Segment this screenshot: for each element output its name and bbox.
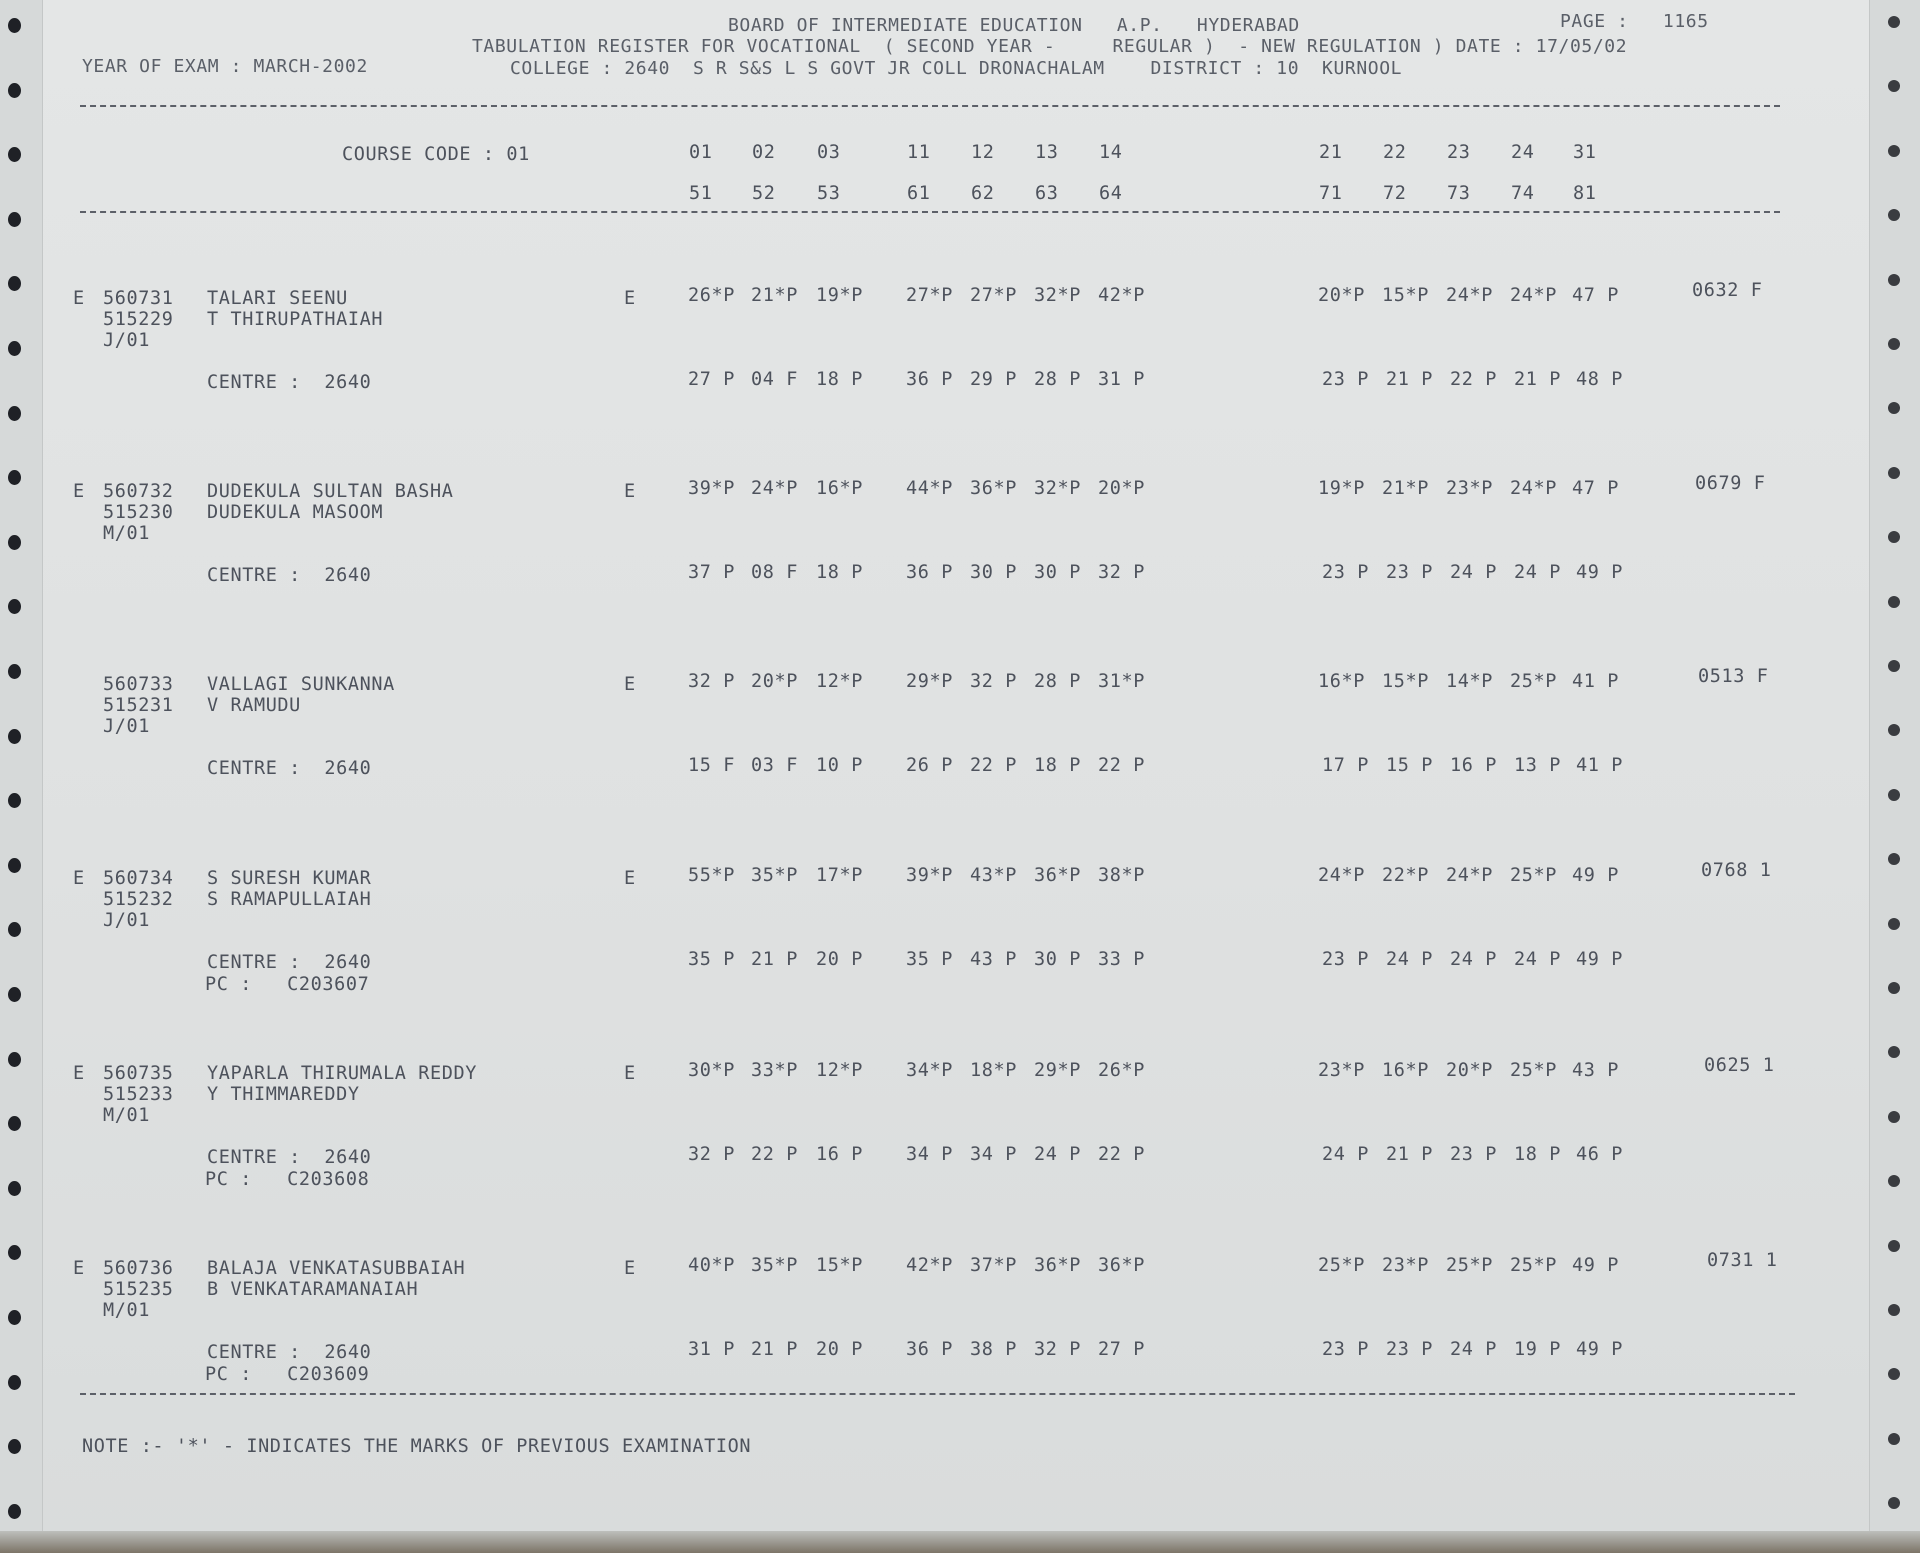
column-code: 72 [1383,183,1407,204]
father-name: S RAMAPULLAIAH [207,889,372,910]
mark-cell: 13 P [1514,755,1561,776]
tractor-hole [8,212,21,227]
medium: E [624,1258,636,1279]
column-code: 52 [752,183,776,204]
centre-label: CENTRE : 2640 [207,758,372,779]
roll-number: 560732 [103,481,174,502]
tractor-hole [8,341,21,356]
mark-cell: 03 F [751,755,798,776]
tractor-hole [1888,1240,1900,1252]
tractor-hole [8,276,21,291]
mark-cell: 27*P [906,285,953,306]
total-result: 0513 F [1698,666,1769,687]
header-rule-top [80,105,1780,107]
mark-cell: 31*P [1098,671,1145,692]
mark-cell: 38 P [970,1339,1017,1360]
mark-cell: 42*P [906,1255,953,1276]
mark-cell: 24*P [1510,285,1557,306]
mark-cell: 32*P [1034,478,1081,499]
roll-number: 560734 [103,868,174,889]
mark-cell: 27*P [970,285,1017,306]
tractor-hole [8,18,21,33]
tractor-hole [8,1245,21,1260]
mark-cell: 20 P [816,1339,863,1360]
mark-cell: 32 P [688,1144,735,1165]
mark-cell: 33 P [1098,949,1145,970]
mark-cell: 49 P [1572,1255,1619,1276]
mark-cell: 19*P [816,285,863,306]
medium: E [624,868,636,889]
note-text: NOTE :- '*' - INDICATES THE MARKS OF PREVIOUS EXAMINATION [82,1436,752,1457]
mark-cell: 15 P [1386,755,1433,776]
column-code: 74 [1511,183,1535,204]
student-name: YAPARLA THIRUMALA REDDY [207,1063,477,1084]
student-name: VALLAGI SUNKANNA [207,674,395,695]
record-flag: E [73,1063,85,1084]
group-code: J/01 [103,330,150,351]
centre-label: CENTRE : 2640 [207,1147,372,1168]
mark-cell: 24*P [751,478,798,499]
mark-cell: 31 P [688,1339,735,1360]
mark-cell: 18 P [1514,1144,1561,1165]
mark-cell: 30 P [1034,562,1081,583]
mark-cell: 34 P [970,1144,1017,1165]
record-flag: E [73,288,85,309]
mark-cell: 27 P [1098,1339,1145,1360]
register-number: 515235 [103,1279,174,1300]
column-code: 12 [971,142,995,163]
mark-cell: 22 P [1098,1144,1145,1165]
mark-cell: 28 P [1034,369,1081,390]
mark-cell: 16*P [816,478,863,499]
tractor-hole [1888,1304,1900,1316]
mark-cell: 24 P [1450,1339,1497,1360]
mark-cell: 26*P [1098,1060,1145,1081]
mark-cell: 18 P [816,562,863,583]
total-result: 0768 1 [1701,860,1772,881]
roll-number: 560736 [103,1258,174,1279]
tractor-hole [1888,982,1900,994]
mark-cell: 32*P [1034,285,1081,306]
mark-cell: 24*P [1510,478,1557,499]
mark-cell: 23*P [1318,1060,1365,1081]
tractor-hole [8,535,21,550]
column-code: 62 [971,183,995,204]
centre-label: CENTRE : 2640 [207,1342,372,1363]
tractor-hole [1888,338,1900,350]
mark-cell: 48 P [1576,369,1623,390]
mark-cell: 39*P [688,478,735,499]
father-name: DUDEKULA MASOOM [207,502,384,523]
tractor-hole [8,147,21,162]
student-name: S SURESH KUMAR [207,868,372,889]
father-name: B VENKATARAMANAIAH [207,1279,419,1300]
mark-cell: 24 P [1450,949,1497,970]
mark-cell: 36*P [970,478,1017,499]
tractor-hole [1888,853,1900,865]
roll-number: 560735 [103,1063,174,1084]
mark-cell: 46 P [1576,1144,1623,1165]
mark-cell: 49 P [1576,1339,1623,1360]
year-of-exam: YEAR OF EXAM : MARCH-2002 [82,56,368,77]
group-code: M/01 [103,1300,150,1321]
medium: E [624,481,636,502]
register-number: 515231 [103,695,174,716]
mark-cell: 49 P [1576,562,1623,583]
header-rule-bottom [80,211,1780,213]
tractor-hole [1888,724,1900,736]
tractor-hole [1888,16,1900,28]
mark-cell: 43 P [1572,1060,1619,1081]
mark-cell: 32 P [1034,1339,1081,1360]
mark-cell: 24*P [1446,285,1493,306]
footer-rule [80,1393,1795,1395]
tractor-hole [1888,1111,1900,1123]
mark-cell: 26*P [688,285,735,306]
mark-cell: 49 P [1576,949,1623,970]
column-code: 64 [1099,183,1123,204]
board-title: BOARD OF INTERMEDIATE EDUCATION A.P. HYDERABAD [728,15,1300,36]
mark-cell: 20*P [1098,478,1145,499]
student-name: TALARI SEENU [207,288,348,309]
mark-cell: 21 P [1386,1144,1433,1165]
mark-cell: 36*P [1034,865,1081,886]
page-number: PAGE : 1165 [1560,11,1709,32]
college-line: COLLEGE : 2640 S R S&S L S GOVT JR COLL DRONACHALAM DISTRICT : 10 KURNOOL [510,58,1403,79]
mark-cell: 16*P [1318,671,1365,692]
group-code: M/01 [103,1105,150,1126]
pc-number: PC : C203607 [205,974,370,995]
mark-cell: 19*P [1318,478,1365,499]
mark-cell: 25*P [1446,1255,1493,1276]
mark-cell: 23 P [1322,369,1369,390]
tractor-hole [1888,145,1900,157]
mark-cell: 23 P [1322,562,1369,583]
tractor-hole [8,470,21,485]
mark-cell: 30 P [1034,949,1081,970]
column-code: 01 [689,142,713,163]
tractor-hole [8,858,21,873]
mark-cell: 38*P [1098,865,1145,886]
tractor-hole [8,83,21,98]
mark-cell: 36 P [906,369,953,390]
tractor-hole [1888,274,1900,286]
father-name: T THIRUPATHAIAH [207,309,384,330]
mark-cell: 34*P [906,1060,953,1081]
tractor-hole [8,987,21,1002]
tractor-hole [8,1310,21,1325]
mark-cell: 17 P [1322,755,1369,776]
mark-cell: 23 P [1450,1144,1497,1165]
column-code: 22 [1383,142,1407,163]
course-code: COURSE CODE : 01 [342,144,530,165]
mark-cell: 25*P [1318,1255,1365,1276]
student-name: DUDEKULA SULTAN BASHA [207,481,454,502]
mark-cell: 19 P [1514,1339,1561,1360]
record-flag: E [73,868,85,889]
mark-cell: 23*P [1382,1255,1429,1276]
tractor-hole [8,1181,21,1196]
tractor-hole [1888,596,1900,608]
mark-cell: 22*P [1382,865,1429,886]
father-name: Y THIMMAREDDY [207,1084,360,1105]
mark-cell: 47 P [1572,478,1619,499]
student-name: BALAJA VENKATASUBBAIAH [207,1258,466,1279]
mark-cell: 18 P [816,369,863,390]
tractor-hole [8,599,21,614]
mark-cell: 42*P [1098,285,1145,306]
mark-cell: 35*P [751,865,798,886]
mark-cell: 24 P [1386,949,1433,970]
mark-cell: 21 P [751,1339,798,1360]
mark-cell: 26 P [906,755,953,776]
column-code: 24 [1511,142,1535,163]
tractor-hole [1888,1046,1900,1058]
column-code: 51 [689,183,713,204]
mark-cell: 04 F [751,369,798,390]
roll-number: 560731 [103,288,174,309]
tractor-hole [1888,402,1900,414]
mark-cell: 30 P [970,562,1017,583]
mark-cell: 55*P [688,865,735,886]
mark-cell: 32 P [688,671,735,692]
mark-cell: 33*P [751,1060,798,1081]
column-code: 13 [1035,142,1059,163]
roll-number: 560733 [103,674,174,695]
tractor-hole [8,793,21,808]
tractor-hole [1888,918,1900,930]
mark-cell: 24*P [1446,865,1493,886]
mark-cell: 21*P [1382,478,1429,499]
mark-cell: 25*P [1510,1255,1557,1276]
column-code: 53 [817,183,841,204]
mark-cell: 21*P [751,285,798,306]
register-title: TABULATION REGISTER FOR VOCATIONAL ( SECOND YEAR - REGULAR ) - NEW REGULATION ) DATE : 17/05/02 [472,36,1628,57]
mark-cell: 32 P [1098,562,1145,583]
mark-cell: 34 P [906,1144,953,1165]
mark-cell: 25*P [1510,1060,1557,1081]
column-code: 21 [1319,142,1343,163]
group-code: J/01 [103,910,150,931]
tractor-hole [1888,1433,1900,1445]
mark-cell: 37*P [970,1255,1017,1276]
column-code: 81 [1573,183,1597,204]
tractor-hole [1888,660,1900,672]
mark-cell: 35*P [751,1255,798,1276]
mark-cell: 24 P [1322,1144,1369,1165]
mark-cell: 44*P [906,478,953,499]
mark-cell: 29*P [1034,1060,1081,1081]
tractor-hole [8,406,21,421]
mark-cell: 22 P [970,755,1017,776]
total-result: 0632 F [1692,280,1763,301]
mark-cell: 21 P [1386,369,1433,390]
tractor-hole [8,1116,21,1131]
mark-cell: 39*P [906,865,953,886]
column-code: 14 [1099,142,1123,163]
register-number: 515233 [103,1084,174,1105]
mark-cell: 27 P [688,369,735,390]
mark-cell: 15*P [1382,671,1429,692]
total-result: 0731 1 [1707,1250,1778,1271]
mark-cell: 22 P [751,1144,798,1165]
mark-cell: 29*P [906,671,953,692]
tractor-hole [1888,1497,1900,1509]
mark-cell: 24 P [1514,949,1561,970]
mark-cell: 49 P [1572,865,1619,886]
mark-cell: 36*P [1098,1255,1145,1276]
father-name: V RAMUDU [207,695,301,716]
mark-cell: 32 P [970,671,1017,692]
mark-cell: 47 P [1572,285,1619,306]
register-number: 515232 [103,889,174,910]
mark-cell: 12*P [816,671,863,692]
mark-cell: 12*P [816,1060,863,1081]
register-number: 515229 [103,309,174,330]
mark-cell: 10 P [816,755,863,776]
centre-label: CENTRE : 2640 [207,372,372,393]
mark-cell: 18*P [970,1060,1017,1081]
medium: E [624,674,636,695]
tractor-hole [1888,1368,1900,1380]
tractor-hole [1888,1175,1900,1187]
mark-cell: 22 P [1098,755,1145,776]
centre-label: CENTRE : 2640 [207,565,372,586]
column-code: 63 [1035,183,1059,204]
mark-cell: 35 P [688,949,735,970]
mark-cell: 23 P [1322,949,1369,970]
column-code: 61 [907,183,931,204]
column-code: 31 [1573,142,1597,163]
record-flag: E [73,481,85,502]
right-tractor-strip [1869,0,1920,1553]
mark-cell: 29 P [970,369,1017,390]
mark-cell: 20*P [751,671,798,692]
centre-label: CENTRE : 2640 [207,952,372,973]
mark-cell: 15*P [1382,285,1429,306]
medium: E [624,1063,636,1084]
mark-cell: 24 P [1450,562,1497,583]
medium: E [624,288,636,309]
mark-cell: 21 P [1514,369,1561,390]
pc-number: PC : C203608 [205,1169,370,1190]
column-code: 73 [1447,183,1471,204]
mark-cell: 41 P [1576,755,1623,776]
total-result: 0625 1 [1704,1055,1775,1076]
mark-cell: 22 P [1450,369,1497,390]
mark-cell: 24 P [1034,1144,1081,1165]
tractor-hole [8,729,21,744]
mark-cell: 36 P [906,1339,953,1360]
mark-cell: 17*P [816,865,863,886]
mark-cell: 43 P [970,949,1017,970]
mark-cell: 16 P [1450,755,1497,776]
left-tractor-strip [0,0,43,1553]
tractor-hole [1888,467,1900,479]
mark-cell: 24 P [1514,562,1561,583]
mark-cell: 20*P [1318,285,1365,306]
mark-cell: 30*P [688,1060,735,1081]
tractor-hole [8,1052,21,1067]
mark-cell: 25*P [1510,671,1557,692]
register-number: 515230 [103,502,174,523]
mark-cell: 41 P [1572,671,1619,692]
pc-number: PC : C203609 [205,1364,370,1385]
column-code: 71 [1319,183,1343,204]
mark-cell: 14*P [1446,671,1493,692]
mark-cell: 25*P [1510,865,1557,886]
tractor-hole [1888,789,1900,801]
column-code: 02 [752,142,776,163]
paper-bottom-edge [0,1531,1920,1553]
group-code: M/01 [103,523,150,544]
mark-cell: 23 P [1386,1339,1433,1360]
column-code: 03 [817,142,841,163]
total-result: 0679 F [1695,473,1766,494]
tractor-hole [8,1504,21,1519]
mark-cell: 43*P [970,865,1017,886]
mark-cell: 15*P [816,1255,863,1276]
mark-cell: 08 F [751,562,798,583]
mark-cell: 21 P [751,949,798,970]
mark-cell: 15 F [688,755,735,776]
mark-cell: 16 P [816,1144,863,1165]
column-code: 23 [1447,142,1471,163]
tractor-hole [1888,80,1900,92]
record-flag: E [73,1258,85,1279]
mark-cell: 16*P [1382,1060,1429,1081]
mark-cell: 24*P [1318,865,1365,886]
mark-cell: 23 P [1322,1339,1369,1360]
group-code: J/01 [103,716,150,737]
column-code: 11 [907,142,931,163]
mark-cell: 23 P [1386,562,1433,583]
tractor-hole [1888,531,1900,543]
mark-cell: 36 P [906,562,953,583]
tractor-hole [8,922,21,937]
tractor-hole [1888,209,1900,221]
mark-cell: 37 P [688,562,735,583]
tractor-hole [8,1439,21,1454]
mark-cell: 20*P [1446,1060,1493,1081]
mark-cell: 35 P [906,949,953,970]
tractor-hole [8,1375,21,1390]
mark-cell: 20 P [816,949,863,970]
mark-cell: 18 P [1034,755,1081,776]
mark-cell: 28 P [1034,671,1081,692]
mark-cell: 31 P [1098,369,1145,390]
mark-cell: 40*P [688,1255,735,1276]
mark-cell: 36*P [1034,1255,1081,1276]
tractor-hole [8,664,21,679]
mark-cell: 23*P [1446,478,1493,499]
